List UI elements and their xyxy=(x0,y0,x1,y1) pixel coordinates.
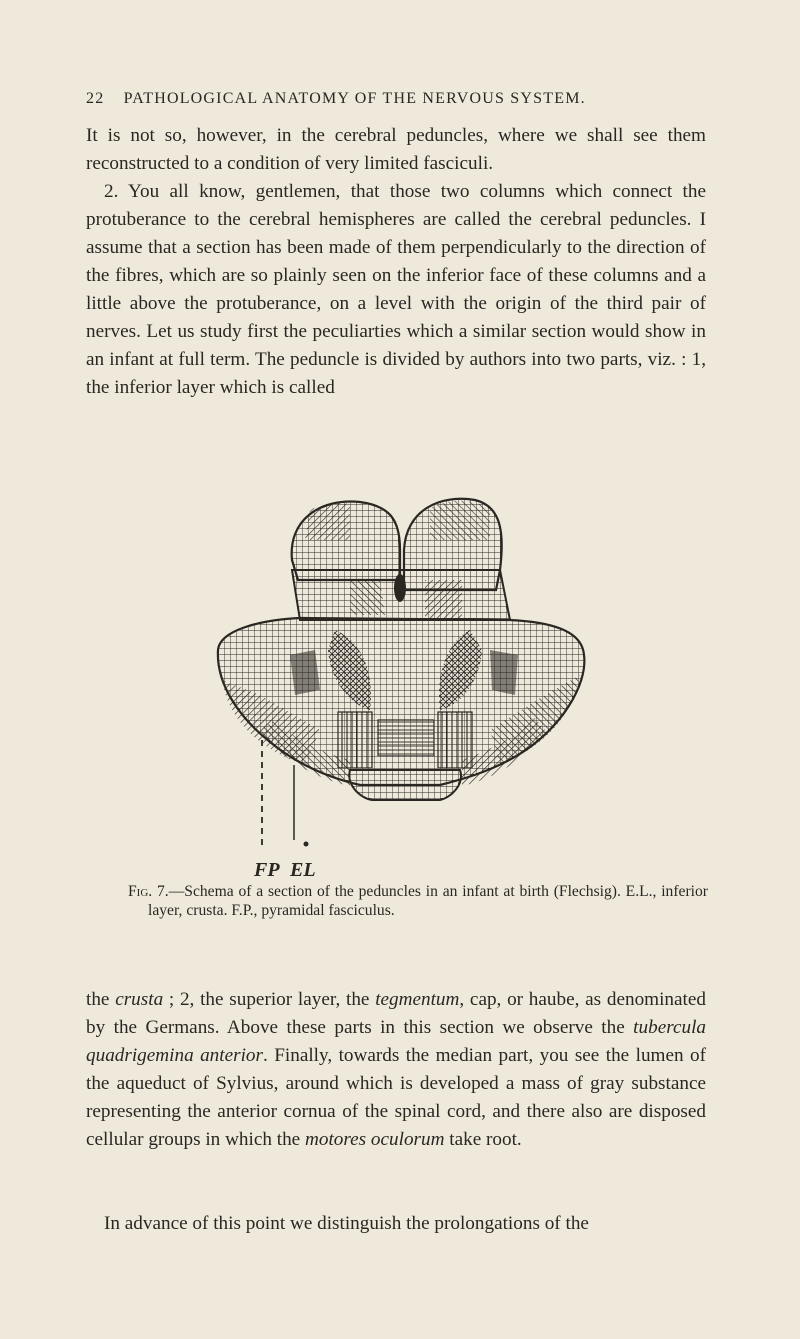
bottom-lobe xyxy=(349,770,461,800)
p3-text-4: . Finally, towards the median part, you see the lumen of the aqueduct of Sylvius, around which is developed a mass of gray substance representing the anterior cornua of the spinal cord, and there also are disposed cellular groups in which the xyxy=(86,1045,707,1150)
running-head xyxy=(86,90,706,108)
p3-text-1: the xyxy=(86,989,116,1010)
peduncle-section-illustration xyxy=(200,480,620,880)
p3-text-2: ; 2, the superior layer, the xyxy=(163,989,376,1010)
paragraph-1: It is not so, however, in the cerebral peduncles, where we shall see them reconstructed to a condition of very limited fasciculi. xyxy=(86,125,706,174)
figure-label-el: EL xyxy=(290,859,316,880)
peduncle-body xyxy=(218,618,584,785)
figure-peduncle-schema xyxy=(200,480,620,880)
figure-caption xyxy=(128,882,708,920)
term-tubercula: tubercula quadrigemina anterior xyxy=(86,1017,706,1066)
paragraph-2: 2. You all know, gentlemen, that those two columns which connect the protuberance to the cerebral hemispheres are called the cerebral peduncles. I assume that a section has been made of them perpendicularly to the direction of the fibres, which are so plainly seen on the inferior face of these columns and a little above the protuberance, on a level with the origin of the third pair of nerves. Let us study first the peculiarties which a similar section would show in an infant at full term. The peduncle is divided by authors into two parts, viz. : 1, the inferior layer which is called xyxy=(86,181,706,398)
paragraph-4: In advance of this point we distinguish the prolongations of the xyxy=(104,1213,589,1234)
p3-text-3: , cap, or haube, as denominated by the Germans. Above these parts in this section we observe the xyxy=(86,989,706,1038)
term-motores: motores oculorum xyxy=(305,1129,445,1150)
p3-text-5: take root. xyxy=(444,1129,522,1150)
figure-label-fp: FP xyxy=(254,859,280,880)
caption-label: Fig. 7. xyxy=(128,883,169,900)
term-crusta: crusta xyxy=(115,989,164,1010)
paragraph-3 xyxy=(86,986,706,1154)
term-tegmentum: tegmentum xyxy=(375,989,460,1010)
page-number: 22 xyxy=(86,90,105,107)
running-title: PATHOLOGICAL ANATOMY OF THE NERVOUS SYSTEM. xyxy=(123,90,586,107)
caption-text: —Schema of a section of the peduncles in an infant at birth (Flechsig). E.L., inferior layer, crusta. F.P., pyramidal fasciculus. xyxy=(148,883,708,919)
